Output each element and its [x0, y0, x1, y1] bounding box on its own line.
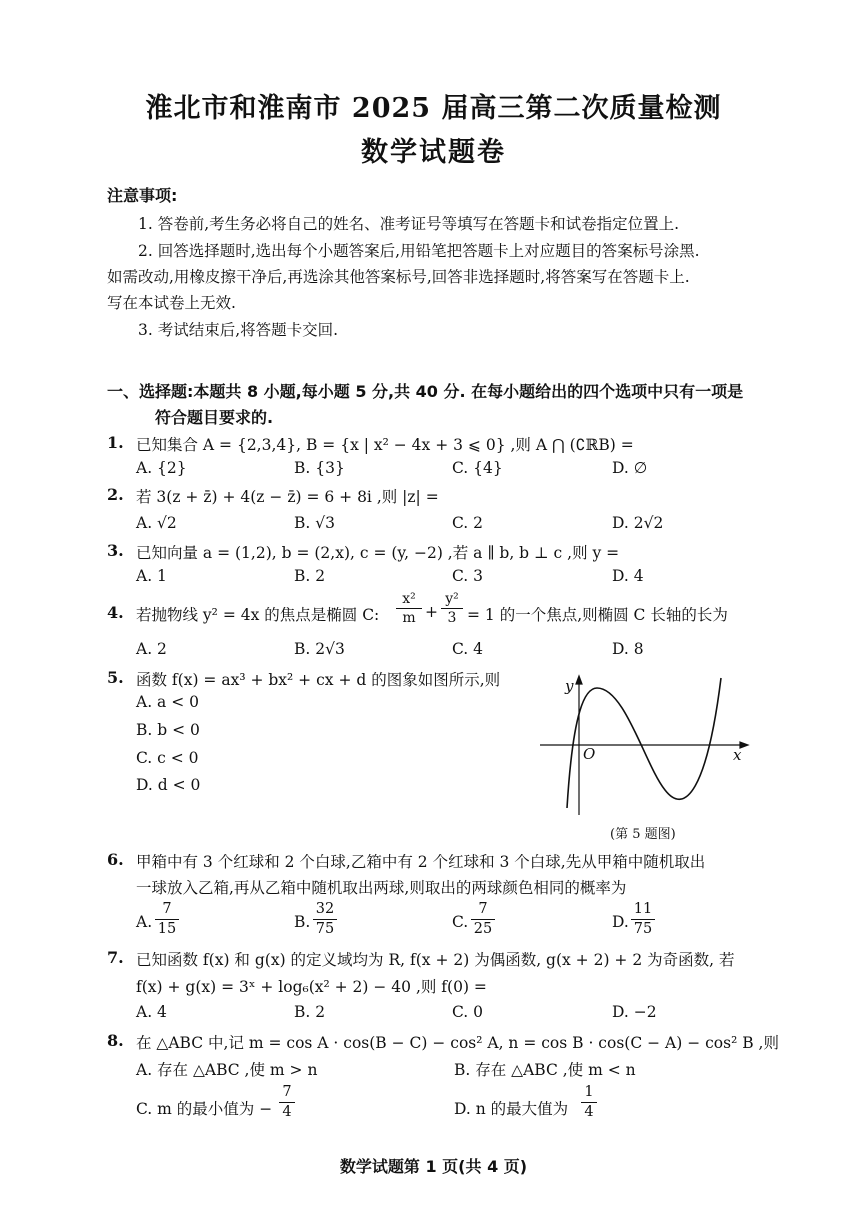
notice-item-2-line-1: 2. 回答选择题时,选出每个小题答案后,用铅笔把答题卡上对应题目的答案标号涂黑.	[138, 242, 700, 260]
y-axis-arrow-icon	[576, 676, 582, 684]
question-number: 3.	[107, 541, 124, 560]
exam-subtitle: 数学试题卷	[361, 137, 506, 168]
option-a-fraction	[155, 900, 179, 939]
fraction-numerator: 32	[315, 901, 335, 917]
origin-label: O	[583, 745, 596, 763]
option-a-letter: A.	[136, 913, 153, 931]
fraction-denominator: 75	[313, 919, 337, 939]
option-a: A. a < 0	[136, 693, 199, 711]
figure-caption: (第 5 题图)	[610, 827, 676, 842]
option-a: A. 1	[136, 567, 167, 585]
option-b: B. 2	[294, 567, 326, 585]
question-stem: 函数 f(x) = ax³ + bx² + cx + d 的图象如图所示,则	[136, 671, 501, 689]
question-stem: 已知向量 a = (1,2), b = (2,x), c = (y, −2) ,若 a ∥ b, b ⊥ c ,则 y =	[136, 544, 620, 562]
option-a: A. 4	[136, 1003, 167, 1021]
fraction-numerator: x²	[402, 591, 416, 607]
option-b-letter: B.	[294, 913, 311, 931]
question-stem: 已知集合 A = {2,3,4}, B = {x | x² − 4x + 3 ⩽ 0} ,则 A ⋂ (∁ℝB) =	[136, 436, 634, 454]
exam-title: 淮北市和淮南市 2025 届高三第二次质量检测	[145, 93, 722, 124]
fraction-denominator: 75	[631, 919, 655, 939]
option-c-fraction	[279, 1083, 295, 1122]
notice-item-3: 3. 考试结束后,将答题卡交回.	[138, 321, 339, 339]
fraction-numerator: 1	[584, 1084, 594, 1100]
option-d: D. −2	[612, 1003, 657, 1021]
fraction-numerator: 11	[633, 901, 653, 917]
option-b: B. 2√3	[294, 640, 345, 658]
y-axis-label: y	[565, 677, 574, 695]
question-number: 7.	[107, 948, 124, 967]
question-stem-line-1: 已知函数 f(x) 和 g(x) 的定义域均为 R, f(x + 2) 为偶函数, g(x + 2) + 2 为奇函数, 若	[136, 951, 735, 969]
option-a: A. 存在 △ABC ,使 m > n	[136, 1061, 318, 1079]
option-c: C. 3	[452, 567, 484, 585]
option-b: B. b < 0	[136, 721, 200, 739]
question-stem-line-1: 甲箱中有 3 个红球和 2 个白球,乙箱中有 2 个红球和 3 个白球,先从甲箱中随机取出	[136, 853, 706, 871]
option-d-fraction	[581, 1083, 597, 1122]
notice-item-1: 1. 答卷前,考生务必将自己的姓名、准考证号等填写在答题卡和试卷指定位置上.	[138, 215, 680, 233]
option-d: D. d < 0	[136, 776, 201, 794]
option-b: B. 存在 △ABC ,使 m < n	[454, 1061, 636, 1079]
option-c: C. 0	[452, 1003, 484, 1021]
notice-heading: 注意事项:	[107, 186, 178, 205]
option-c: C. 2	[452, 514, 484, 532]
option-b: B. {3}	[294, 459, 345, 477]
fraction-denominator: m	[396, 608, 422, 627]
option-d: D. 2√2	[612, 514, 664, 532]
option-a: A. {2}	[136, 459, 187, 477]
plus-sign: +	[425, 603, 438, 621]
question-stem-part-2: = 1 的一个焦点,则椭圆 C 长轴的长为	[467, 606, 728, 624]
option-c: C. c < 0	[136, 749, 199, 767]
function-curve	[567, 678, 721, 808]
question-number: 1.	[107, 433, 124, 452]
fraction-y2-over-3	[441, 590, 463, 627]
x-axis-label: x	[733, 746, 742, 764]
question-stem-line-2: 一球放入乙箱,再从乙箱中随机取出两球,则取出的两球颜色相同的概率为	[136, 879, 627, 897]
option-d-letter: D.	[612, 913, 629, 931]
option-d-text: D. n 的最大值为	[454, 1100, 569, 1118]
fraction-denominator: 25	[471, 919, 495, 939]
fraction-denominator: 4	[581, 1102, 597, 1122]
option-a: A. √2	[136, 514, 177, 532]
question-stem-line-2: f(x) + g(x) = 3ˣ + log₆(x² + 2) − 40 ,则 f(0) =	[136, 978, 487, 996]
option-b: B. √3	[294, 514, 335, 532]
option-d: D. 4	[612, 567, 644, 585]
question-stem: 若 3(z + z̄) + 4(z − z̄) = 6 + 8i ,则 |z| =	[136, 488, 439, 506]
option-d-fraction	[631, 900, 655, 939]
question-number: 2.	[107, 485, 124, 504]
section-heading-line-2: 符合题目要求的.	[155, 408, 274, 427]
fraction-x2-over-m	[396, 590, 422, 627]
option-a: A. 2	[136, 640, 167, 658]
page-footer: 数学试题第 1 页(共 4 页)	[339, 1157, 528, 1176]
question-stem: 在 △ABC 中,记 m = cos A · cos(B − C) − cos² A, n = cos B · cos(C − A) − cos² B ,则	[136, 1034, 779, 1052]
notice-item-2-line-2: 如需改动,用橡皮擦干净后,再选涂其他答案标号,回答非选择题时,将答案写在答题卡上.	[107, 268, 690, 286]
question-number: 8.	[107, 1031, 124, 1050]
question-number: 6.	[107, 850, 124, 869]
fraction-denominator: 15	[155, 919, 179, 939]
option-c: C. {4}	[452, 459, 503, 477]
option-c: C. 4	[452, 640, 484, 658]
section-heading: 一、选择题:本题共 8 小题,每小题 5 分,共 40 分. 在每小题给出的四个选项中只有一项是	[107, 382, 744, 401]
fraction-denominator: 4	[279, 1102, 295, 1122]
option-c-letter: C.	[452, 913, 469, 931]
fraction-denominator: 3	[441, 608, 463, 627]
fraction-numerator: 7	[162, 901, 172, 917]
fraction-numerator: 7	[478, 901, 488, 917]
option-b-fraction	[313, 900, 337, 939]
fraction-numerator: y²	[445, 591, 459, 607]
option-c-fraction	[471, 900, 495, 939]
option-c-text: C. m 的最小值为 −	[136, 1100, 273, 1118]
fraction-numerator: 7	[282, 1084, 292, 1100]
question-number: 5.	[107, 668, 124, 687]
option-d: D. 8	[612, 640, 644, 658]
option-d: D. ∅	[612, 459, 648, 477]
question-number: 4.	[107, 603, 124, 622]
question-stem-part-1: 若抛物线 y² = 4x 的焦点是椭圆 C:	[136, 606, 380, 624]
option-b: B. 2	[294, 1003, 326, 1021]
notice-item-2-line-3: 写在本试卷上无效.	[107, 294, 236, 312]
